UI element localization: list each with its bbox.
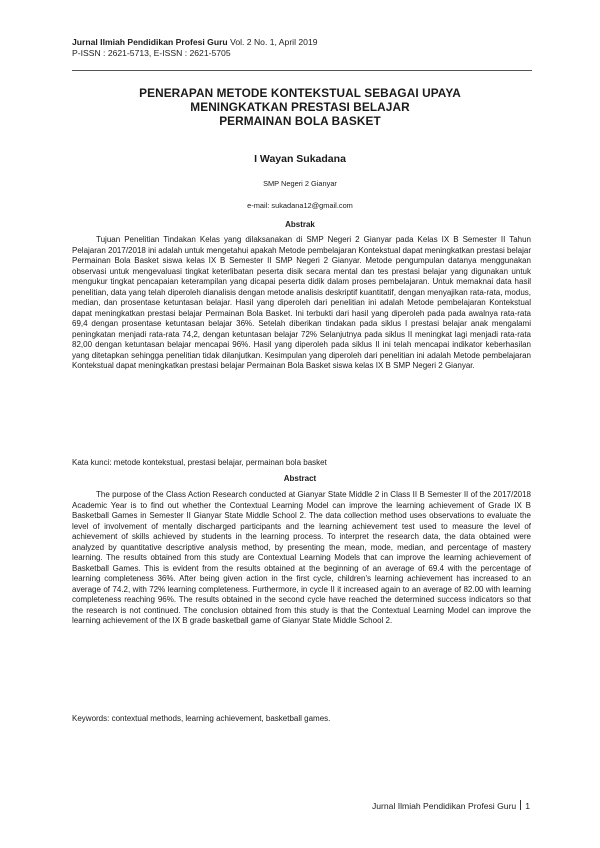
author-email: e-mail: sukadana12@gmail.com (247, 201, 353, 210)
kata-kunci: Kata kunci: metode kontekstual, prestasi belajar, permainan bola basket (72, 458, 327, 467)
page-footer (372, 800, 530, 811)
abstrak-body: Tujuan Penelitian Tindakan Kelas yang dilaksanakan di SMP Negeri 2 Gianyar pada Kelas IX B Semester II Tahun Pelajaran 2017/2018 ini adalah untuk mengetahui apakah Metode pembelajaran Kontekstual dapat meningkatkan prestasi belajar Permainan Bola Basket siswa kelas IX B Semester II SMP Negeri 2 Gianyar. Metode pengumpulan datanya menggunakan observasi untuk mengevaluasi tingkat keterlibatan peserta disik secara mental dan tes prestasi belajar yang digunakan untuk mengukur tingkat pencapaian keterampilan yang dicapai peserta didik dalam proses pembelajaran. Untuk memaknai data hasil penelitian, data yang telah diperoleh dianalisis dengan metode analisis deskriptif kuantitatif, dengan menyajikan rata-rata, modus, median, dan prosentase ketuntasan belajar. Hasil yang diperoleh dari penelitian ini adalah Metode pembelajaran Kontekstual dapat meningkatkan prestasi belajar Permainan Bola Basket. Ini terbukti dari hasil yang diperoleh pada pada awalnya rata-rata 69,4 dengan prosentase ketuntasan belajar 36%. Setelah diberikan tindakan pada siklus I prestasi belajar anak mengalami peningkatan menjadi rata-rata 74,2, dengan ketuntasan belajar 72% Selanjutnya pada siklus II meningkat lagi menjadi rata-rata 82,00 dengan ketuntasan belajar mencapai 96%. Hasil yang diperoleh pada siklus II ini telah mencapai indikator keberhasilan yang ditetapkan sehingga penelitian tidak dilanjutkan. Kesimpulan yang diperoleh dari penelitian ini adalah Metode pembelajaran Kontekstual dapat meningkatkan prestasi belajar Permainan Bola Basket siswa kelas IX B SMP Negeri 2 Gianyar. (72, 235, 531, 370)
footer-separator (520, 800, 521, 810)
header-divider (72, 70, 532, 71)
journal-header (72, 37, 532, 59)
keywords: Keywords: contextual methods, learning achievement, basketball games. (72, 714, 331, 723)
title-line: MENINGKATKAN PRESTASI BELAJAR (190, 100, 410, 114)
abstrak-heading: Abstrak (285, 220, 315, 229)
journal-name: Jurnal Ilmiah Pendidikan Profesi Guru (72, 37, 228, 47)
journal-issn: P-ISSN : 2621-5713, E-ISSN : 2621-5705 (72, 48, 231, 58)
title-line: PENERAPAN METODE KONTEKSTUAL SEBAGAI UPAYA (139, 86, 461, 100)
author-affiliation: SMP Negeri 2 Gianyar (263, 179, 337, 188)
paper-title (60, 86, 540, 128)
page-number: 1 (525, 801, 530, 811)
author-name: I Wayan Sukadana (254, 153, 346, 165)
title-line: PERMAINAN BOLA BASKET (219, 114, 381, 128)
footer-journal-name: Jurnal Ilmiah Pendidikan Profesi Guru (371, 801, 517, 811)
abstract-heading: Abstract (283, 474, 317, 483)
abstract-body: The purpose of the Class Action Research conducted at Gianyar State Middle 2 in Class II B Semester II of the 2017/2018 Academic Year is to find out whether the Contextual Learning Model can improve the learning achievement of Grade IX B Basketball Games in Semester II Gianyar State Middle School 2. The data collection method uses observations to evaluate the level of involvement of mentally discharged participants and the learning achievement test used to measure the level of achievement of skills achieved by students in the learning process. To interpret the research data, the data obtained were analyzed by quantitative descriptive analysis method, by presenting the mean, mode, median, and percentage of mastery learning. The results obtained from this study are Contextual Learning Models that can improve the learning achievement of Basketball Games. This is evident from the results obtained at the beginning of an average of 69.4 with the percentage of learning completeness 36%. After being given action in the first cycle, children's learning achievement has increased to an average of 74.2, with 72% learning completeness. Furthermore, in cycle II it increased again to an average of 82.00 with learning completeness reaching 96%. The results obtained in the second cycle have reached the determined success indicators so that the research is not continued. The conclusion obtained from this study is that the Contextual Learning Model can improve the learning achievement of the IX B grade basketball game of Gianyar State Middle School 2. (72, 490, 531, 625)
journal-citation-line (72, 37, 532, 48)
journal-volume: Vol. 2 No. 1, April 2019 (227, 37, 318, 47)
